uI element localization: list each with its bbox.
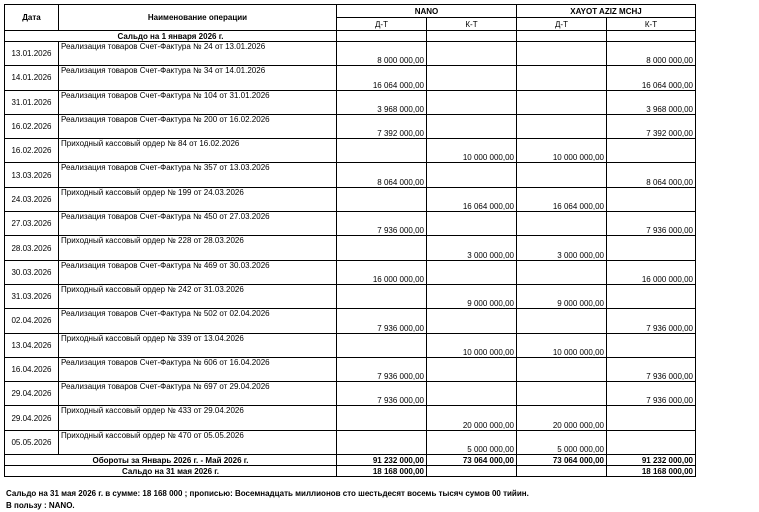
row-xayot-credit <box>607 406 696 430</box>
row-xayot-debit: 9 000 000,00 <box>517 284 607 308</box>
row-xayot-debit: 16 064 000,00 <box>517 187 607 211</box>
row-nano-debit <box>337 430 427 454</box>
row-operation: Реализация товаров Счет-Фактура № 200 от 16.02.2026 <box>59 114 337 138</box>
row-date: 13.01.2026 <box>5 42 59 66</box>
row-date: 31.03.2026 <box>5 284 59 308</box>
row-xayot-credit <box>607 236 696 260</box>
row-nano-debit: 8 000 000,00 <box>337 42 427 66</box>
opening-balance-label: Сальдо на 1 января 2026 г. <box>5 31 337 42</box>
table-row <box>5 212 696 236</box>
row-xayot-debit <box>517 66 607 90</box>
row-operation: Приходный кассовый ордер № 339 от 13.04.2026 <box>59 333 337 357</box>
opening-balance-row <box>5 31 696 42</box>
row-nano-credit: 9 000 000,00 <box>427 284 517 308</box>
row-date: 16.02.2026 <box>5 139 59 163</box>
row-date: 27.03.2026 <box>5 212 59 236</box>
reconciliation-table <box>4 4 696 477</box>
row-nano-credit: 10 000 000,00 <box>427 139 517 163</box>
row-date: 29.04.2026 <box>5 382 59 406</box>
row-date: 02.04.2026 <box>5 309 59 333</box>
row-operation: Реализация товаров Счет-Фактура № 697 от 29.04.2026 <box>59 382 337 406</box>
table-row <box>5 406 696 430</box>
row-xayot-credit: 8 000 000,00 <box>607 42 696 66</box>
header-date: Дата <box>5 5 59 31</box>
row-date: 31.01.2026 <box>5 90 59 114</box>
closing-xayot-credit: 18 168 000,00 <box>607 466 696 477</box>
row-operation: Реализация товаров Счет-Фактура № 104 от 31.01.2026 <box>59 90 337 114</box>
row-nano-credit <box>427 90 517 114</box>
row-nano-credit <box>427 163 517 187</box>
row-date: 16.02.2026 <box>5 114 59 138</box>
row-nano-credit <box>427 260 517 284</box>
row-nano-debit <box>337 406 427 430</box>
row-nano-debit: 7 936 000,00 <box>337 382 427 406</box>
row-date: 05.05.2026 <box>5 430 59 454</box>
row-xayot-credit: 7 936 000,00 <box>607 212 696 236</box>
row-nano-credit: 5 000 000,00 <box>427 430 517 454</box>
row-xayot-credit: 8 064 000,00 <box>607 163 696 187</box>
row-nano-credit <box>427 66 517 90</box>
row-operation: Приходный кассовый ордер № 242 от 31.03.2026 <box>59 284 337 308</box>
row-nano-debit: 3 968 000,00 <box>337 90 427 114</box>
row-xayot-credit: 16 000 000,00 <box>607 260 696 284</box>
row-nano-debit: 8 064 000,00 <box>337 163 427 187</box>
row-nano-debit <box>337 333 427 357</box>
row-xayot-debit: 3 000 000,00 <box>517 236 607 260</box>
row-xayot-credit <box>607 187 696 211</box>
row-date: 14.01.2026 <box>5 66 59 90</box>
row-xayot-credit <box>607 284 696 308</box>
table-row <box>5 309 696 333</box>
turnover-xayot-credit: 91 232 000,00 <box>607 455 696 466</box>
row-nano-credit <box>427 357 517 381</box>
row-nano-credit: 20 000 000,00 <box>427 406 517 430</box>
row-date: 13.04.2026 <box>5 333 59 357</box>
row-nano-debit: 7 936 000,00 <box>337 309 427 333</box>
header-xayot-credit: К-Т <box>607 18 696 31</box>
turnover-nano-credit: 73 064 000,00 <box>427 455 517 466</box>
table-row <box>5 333 696 357</box>
table-row <box>5 42 696 66</box>
table-row <box>5 114 696 138</box>
table-row <box>5 284 696 308</box>
turnover-nano-debit: 91 232 000,00 <box>337 455 427 466</box>
row-nano-debit <box>337 284 427 308</box>
row-xayot-credit <box>607 139 696 163</box>
table-row <box>5 90 696 114</box>
row-xayot-debit: 10 000 000,00 <box>517 333 607 357</box>
header-operation: Наименование операции <box>59 5 337 31</box>
row-xayot-debit <box>517 90 607 114</box>
row-xayot-credit: 7 392 000,00 <box>607 114 696 138</box>
row-date: 24.03.2026 <box>5 187 59 211</box>
table-row <box>5 430 696 454</box>
row-xayot-credit: 16 064 000,00 <box>607 66 696 90</box>
row-nano-debit: 7 936 000,00 <box>337 212 427 236</box>
row-nano-debit <box>337 187 427 211</box>
row-xayot-credit: 7 936 000,00 <box>607 309 696 333</box>
row-date: 13.03.2026 <box>5 163 59 187</box>
row-nano-credit <box>427 212 517 236</box>
row-operation: Реализация товаров Счет-Фактура № 502 от 02.04.2026 <box>59 309 337 333</box>
balance-in-favor-text: В пользу : NANO. <box>6 501 75 510</box>
row-operation: Реализация товаров Счет-Фактура № 34 от 14.01.2026 <box>59 66 337 90</box>
row-nano-debit: 16 000 000,00 <box>337 260 427 284</box>
header-row-1 <box>5 5 696 18</box>
row-operation: Приходный кассовый ордер № 470 от 05.05.2026 <box>59 430 337 454</box>
row-xayot-debit <box>517 309 607 333</box>
header-nano-credit: К-Т <box>427 18 517 31</box>
table-row <box>5 260 696 284</box>
row-nano-credit <box>427 114 517 138</box>
row-operation: Реализация товаров Счет-Фактура № 450 от 27.03.2026 <box>59 212 337 236</box>
row-xayot-debit: 5 000 000,00 <box>517 430 607 454</box>
opening-nano-credit <box>427 31 517 42</box>
header-xayot-debit: Д-Т <box>517 18 607 31</box>
row-nano-credit <box>427 42 517 66</box>
closing-nano-debit: 18 168 000,00 <box>337 466 427 477</box>
row-date: 16.04.2026 <box>5 357 59 381</box>
closing-balance-label: Сальдо на 31 мая 2026 г. <box>5 466 337 477</box>
row-operation: Реализация товаров Счет-Фактура № 606 от 16.04.2026 <box>59 357 337 381</box>
row-xayot-debit: 20 000 000,00 <box>517 406 607 430</box>
row-date: 29.04.2026 <box>5 406 59 430</box>
table-row <box>5 236 696 260</box>
row-nano-credit: 16 064 000,00 <box>427 187 517 211</box>
row-xayot-debit: 10 000 000,00 <box>517 139 607 163</box>
row-operation: Приходный кассовый ордер № 228 от 28.03.2026 <box>59 236 337 260</box>
table-row <box>5 187 696 211</box>
row-nano-debit: 7 936 000,00 <box>337 357 427 381</box>
row-nano-credit <box>427 309 517 333</box>
table-row <box>5 357 696 381</box>
row-date: 28.03.2026 <box>5 236 59 260</box>
row-xayot-debit <box>517 212 607 236</box>
opening-xayot-debit <box>517 31 607 42</box>
turnover-xayot-debit: 73 064 000,00 <box>517 455 607 466</box>
row-xayot-credit: 7 936 000,00 <box>607 357 696 381</box>
row-nano-credit: 3 000 000,00 <box>427 236 517 260</box>
row-operation: Реализация товаров Счет-Фактура № 357 от 13.03.2026 <box>59 163 337 187</box>
turnover-label: Обороты за Январь 2026 г. - Май 2026 г. <box>5 455 337 466</box>
row-nano-debit: 16 064 000,00 <box>337 66 427 90</box>
row-nano-debit <box>337 139 427 163</box>
row-xayot-credit: 3 968 000,00 <box>607 90 696 114</box>
header-nano-debit: Д-Т <box>337 18 427 31</box>
table-row <box>5 139 696 163</box>
table-row <box>5 163 696 187</box>
table-row <box>5 66 696 90</box>
row-nano-credit <box>427 382 517 406</box>
row-xayot-debit <box>517 42 607 66</box>
closing-xayot-debit <box>517 466 607 477</box>
balance-summary-text: Сальдо на 31 мая 2026 г. в сумме: 18 168 000 ; прописью: Восемнадцать миллионов сто шестьдесят восемь тысяч сумов 00 тийин. <box>6 489 529 498</box>
row-operation: Приходный кассовый ордер № 433 от 29.04.2026 <box>59 406 337 430</box>
balance-summary <box>6 488 529 512</box>
row-xayot-credit <box>607 333 696 357</box>
row-nano-debit <box>337 236 427 260</box>
opening-nano-debit <box>337 31 427 42</box>
row-xayot-debit <box>517 260 607 284</box>
row-xayot-debit <box>517 382 607 406</box>
closing-nano-credit <box>427 466 517 477</box>
row-date: 30.03.2026 <box>5 260 59 284</box>
opening-xayot-credit <box>607 31 696 42</box>
row-xayot-debit <box>517 163 607 187</box>
header-party-nano: NANO <box>337 5 517 18</box>
row-xayot-debit <box>517 114 607 138</box>
row-nano-credit: 10 000 000,00 <box>427 333 517 357</box>
row-operation: Реализация товаров Счет-Фактура № 469 от 30.03.2026 <box>59 260 337 284</box>
row-nano-debit: 7 392 000,00 <box>337 114 427 138</box>
turnover-row <box>5 455 696 466</box>
row-operation: Приходный кассовый ордер № 84 от 16.02.2026 <box>59 139 337 163</box>
row-xayot-credit: 7 936 000,00 <box>607 382 696 406</box>
table-row <box>5 382 696 406</box>
row-operation: Приходный кассовый ордер № 199 от 24.03.2026 <box>59 187 337 211</box>
row-xayot-debit <box>517 357 607 381</box>
header-party-xayot: XAYOT AZIZ MCHJ <box>517 5 696 18</box>
row-operation: Реализация товаров Счет-Фактура № 24 от 13.01.2026 <box>59 42 337 66</box>
closing-balance-row <box>5 466 696 477</box>
row-xayot-credit <box>607 430 696 454</box>
